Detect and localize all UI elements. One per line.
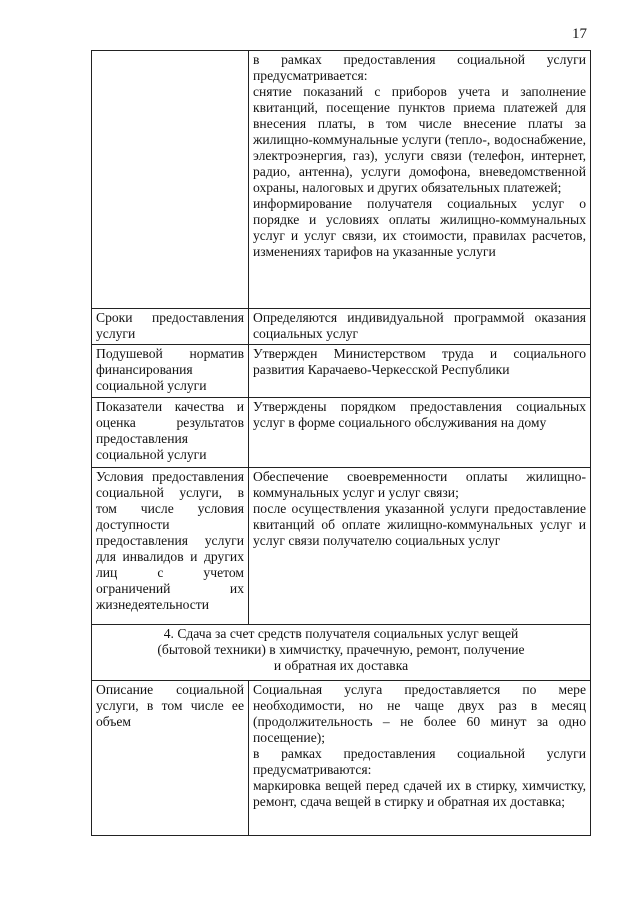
row-content xyxy=(249,468,591,625)
row-label: Подушевой норматив финансирования социальной услуги xyxy=(92,345,249,398)
row-label: Сроки предоставления услуги xyxy=(92,309,249,345)
table-row xyxy=(92,309,591,345)
paragraph: после осуществления указанной услуги предоставление квитанций об оплате жилищно-коммунальных услуг и услуг связи получателю социальных услуг xyxy=(253,501,586,548)
row-content xyxy=(249,681,591,836)
section-heading-row xyxy=(92,625,591,681)
row-label: Условия предоставления социальной услуги, в том числе условия доступности предоставления услуги для инвалидов и других лиц с учетом ограничений их жизнедеятельности xyxy=(92,468,249,625)
section-heading xyxy=(92,625,591,681)
paragraph: в рамках предоставления социальной услуги предусматривается: xyxy=(253,52,586,83)
row-label: Описание социальной услуги, в том числе ее объем xyxy=(92,681,249,836)
paragraph: в рамках предоставления социальной услуги предусматриваются: xyxy=(253,746,586,777)
table-row xyxy=(92,681,591,836)
section-heading-line: (бытовой техники) в химчистку, прачечную, ремонт, получение xyxy=(157,642,525,657)
row-label xyxy=(92,51,249,309)
row-content xyxy=(249,309,591,345)
paragraph: Утвержден Министерством труда и социального развития Карачаево-Черкесской Республики xyxy=(253,346,586,377)
row-label: Показатели качества и оценка результатов предоставления социальной услуги xyxy=(92,398,249,468)
paragraph: Обеспечение своевременности оплаты жилищно-коммунальных услуг и услуг связи; xyxy=(253,469,586,500)
paragraph: Определяются индивидуальной программой оказания социальных услуг xyxy=(253,310,586,341)
row-content xyxy=(249,345,591,398)
section-heading-line: 4. Сдача за счет средств получателя социальных услуг вещей xyxy=(163,626,519,641)
paragraph: информирование получателя социальных услуг о порядке и условиях оплаты жилищно-коммунальных услуг и услуг связи, их стоимости, правилах расчетов, изменениях тарифов на указанные услуги xyxy=(253,196,586,259)
table-row xyxy=(92,398,591,468)
section-heading-line: и обратная их доставка xyxy=(273,658,409,673)
row-content xyxy=(249,51,591,309)
paragraph: Утверждены порядком предоставления социальных услуг в форме социального обслуживания на дому xyxy=(253,399,586,430)
services-table xyxy=(91,50,591,836)
paragraph: маркировка вещей перед сдачей их в стирку, химчистку, ремонт, сдача вещей в стирку и обратная их доставка; xyxy=(253,778,586,809)
table-row xyxy=(92,345,591,398)
row-content xyxy=(249,398,591,468)
table-row xyxy=(92,51,591,309)
paragraph: снятие показаний с приборов учета и заполнение квитанций, посещение пунктов приема платежей для внесения платы, в том числе внесение платы за жилищно-коммунальные услуги (тепло-, водоснабжение, электроэнергия, газ), услуги связи (телефон, интернет, радио, антенна), услуги домофона, вневедомственной охраны, налоговых и других обязательных платежей; xyxy=(253,84,586,195)
table-row xyxy=(92,468,591,625)
page-number: 17 xyxy=(572,26,587,42)
paragraph: Социальная услуга предоставляется по мере необходимости, но не чаще двух раз в месяц (продолжительность – не более 60 минут за одно посещение); xyxy=(253,682,586,745)
